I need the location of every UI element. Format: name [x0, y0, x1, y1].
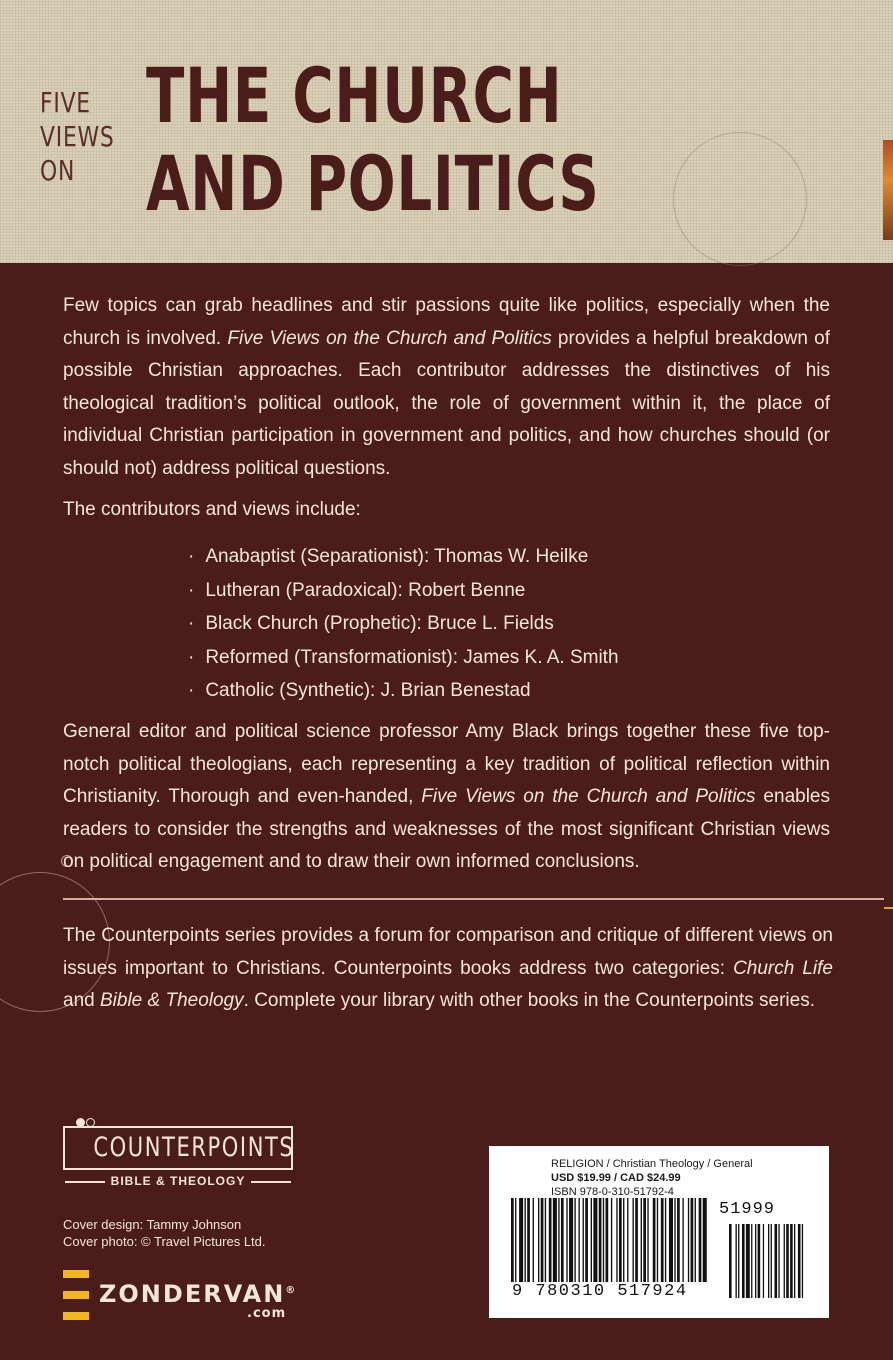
addon-bar	[729, 1224, 732, 1298]
addon-bar	[751, 1224, 752, 1298]
barcode-bar	[703, 1198, 707, 1288]
barcode-bar	[611, 1198, 612, 1288]
description-paragraph	[63, 290, 830, 486]
cover-credits	[63, 1216, 266, 1250]
barcode-bar	[691, 1198, 694, 1288]
addon-bar	[742, 1224, 745, 1298]
barcode-bar	[585, 1198, 588, 1288]
barcode-bar	[579, 1198, 580, 1288]
contributors-intro: The contributors and views include:	[63, 499, 361, 520]
barcode-bar	[627, 1198, 628, 1288]
barcode-bar	[647, 1198, 648, 1288]
addon-bar	[763, 1224, 764, 1298]
addon-bar	[778, 1224, 779, 1298]
barcode-bar	[695, 1198, 696, 1288]
publisher-suffix: .com	[247, 1306, 287, 1321]
text-run: provides a helpful breakdown of possible Christian approaches. Each contributor addresses the distinctives of his theological tradition’s political outlook, the role of government within it, the place of individual Christian participation in government and politics, and how churches should (or should not) address political questions.	[63, 327, 831, 479]
title-line: AND POLITICS	[146, 139, 600, 228]
publisher-name	[99, 1280, 297, 1308]
barcode-bar	[566, 1198, 567, 1288]
series-paragraph	[63, 920, 833, 1018]
barcode-bar	[541, 1198, 544, 1288]
barcode-bar	[619, 1198, 622, 1288]
text-run: . Complete your library with other books in the Counterpoints series.	[243, 990, 815, 1012]
category-italic: Bible & Theology	[99, 990, 244, 1012]
barcode-bar	[657, 1198, 658, 1288]
registered-mark: ®	[285, 1285, 298, 1296]
addon-bar	[784, 1224, 785, 1298]
addon-bar	[755, 1224, 756, 1298]
barcode-bar	[593, 1198, 597, 1288]
cover-photo-edge	[883, 140, 893, 240]
decorative-circle	[673, 132, 807, 266]
addon-bar	[794, 1224, 795, 1298]
book-title-italic: Five Views on the Church and Politics	[227, 327, 552, 349]
series-name: COUNTERPOINTS	[93, 1132, 295, 1163]
logo-box	[63, 1126, 293, 1170]
description-paragraph	[63, 716, 830, 879]
addon-bar	[786, 1224, 789, 1298]
barcode-bar	[606, 1198, 609, 1288]
price-code: 51999	[719, 1200, 776, 1219]
barcode-digits: 9 780310 517924	[511, 1282, 721, 1301]
zondervan-logo	[63, 1270, 323, 1322]
barcode-bar	[653, 1198, 656, 1288]
isbn-line: ISBN 978-0-310-51792-4	[551, 1186, 674, 1198]
contributors-list	[188, 540, 619, 708]
publisher-word: ZONDERVAN	[99, 1280, 286, 1308]
addon-bar	[758, 1224, 761, 1298]
barcode-bar	[533, 1198, 534, 1288]
barcode-bar	[525, 1198, 526, 1288]
list-item: · Anabaptist (Separationist): Thomas W. Heilke	[188, 540, 619, 574]
zondervan-mark-icon	[63, 1270, 89, 1320]
design-credit: Cover design: Tammy Johnson	[63, 1217, 242, 1232]
barcode-bar	[688, 1198, 689, 1288]
pre-title-line: FIVE	[40, 86, 91, 119]
addon-bar	[736, 1224, 737, 1298]
title-line: THE CHURCH	[146, 51, 563, 140]
barcode-bar	[569, 1198, 573, 1288]
barcode-bar	[519, 1198, 523, 1288]
pre-title-line: ON	[40, 154, 76, 187]
barcode-bar	[616, 1198, 617, 1288]
list-item: · Black Church (Prophetic): Bruce L. Fields	[188, 607, 619, 641]
barcode-bar	[553, 1198, 557, 1288]
barcode-bar	[603, 1198, 604, 1288]
addon-bar	[768, 1224, 769, 1298]
text-run: enables readers to consider the strengths and weaknesses of the most significant Christian views on political engagement and to draw their own informed conclusions.	[63, 786, 830, 873]
addon-bar	[738, 1224, 739, 1298]
barcode-bar	[558, 1198, 559, 1288]
barcode-bar	[635, 1198, 638, 1288]
barcode-bar	[674, 1198, 675, 1288]
book-title	[146, 52, 600, 228]
barcode-bar	[549, 1198, 552, 1288]
divider-tick	[884, 907, 893, 909]
barcode-bar	[511, 1198, 514, 1288]
barcode-panel	[489, 1146, 829, 1318]
barcode-bar	[574, 1198, 575, 1288]
barcode-bar	[643, 1198, 646, 1288]
series-subtitle: BIBLE & THEOLOGY	[63, 1174, 293, 1188]
divider	[63, 898, 884, 900]
barcode-bar	[623, 1198, 624, 1288]
barcode-bar	[669, 1198, 673, 1288]
barcode-bar	[633, 1198, 634, 1288]
pre-title-line: VIEWS	[40, 120, 115, 153]
list-item: · Reformed (Transformationist): James K. A. Smith	[188, 641, 619, 675]
barcode-bar	[527, 1198, 530, 1288]
barcode-bar	[561, 1198, 564, 1288]
barcode-info	[551, 1157, 753, 1199]
photo-credit: Cover photo: © Travel Pictures Ltd.	[63, 1234, 266, 1249]
barcode-bar	[599, 1198, 602, 1288]
barcode-bar	[545, 1198, 546, 1288]
list-item: · Lutheran (Paradoxical): Robert Benne	[188, 574, 619, 608]
text-run: The Counterpoints series provides a forum for comparison and critique of different views on issues important to Christians. Counterpoints books address two categories:	[63, 925, 833, 979]
barcode-bar	[661, 1198, 664, 1288]
barcode-bar	[682, 1198, 683, 1288]
counterpoints-logo	[63, 1126, 293, 1192]
text-run: and	[63, 990, 100, 1012]
barcode-bar	[665, 1198, 666, 1288]
price-line: USD $19.99 / CAD $24.99	[551, 1172, 681, 1184]
book-title-italic: Five Views on the Church and Politics	[421, 786, 756, 808]
barcode-bar	[699, 1198, 702, 1288]
addon-bar	[775, 1224, 778, 1298]
barcode-bar	[583, 1198, 584, 1288]
pre-title	[40, 86, 115, 188]
bisac-category: RELIGION / Christian Theology / General	[551, 1158, 753, 1170]
text-run: General editor and political science professor Amy Black brings together these five top-notch political theologians, each representing a key tradition of political reflection within Christianity. Thorough and even-handed,	[63, 721, 830, 808]
barcode-bar	[515, 1198, 516, 1288]
text-run: Few topics can grab headlines and stir passions quite like politics, especially when the church is involved.	[63, 295, 830, 349]
addon-bar	[802, 1224, 803, 1298]
category-italic: Church Life	[733, 957, 833, 979]
addon-bar	[798, 1224, 801, 1298]
addon-bar	[790, 1224, 793, 1298]
list-item: · Catholic (Synthetic): J. Brian Benestad	[188, 674, 619, 708]
barcode-bar	[591, 1198, 592, 1288]
addon-bar	[746, 1224, 750, 1298]
barcode-bar	[538, 1198, 539, 1288]
addon-bar	[771, 1224, 772, 1298]
barcode-bar	[677, 1198, 680, 1288]
barcode-bar	[641, 1198, 642, 1288]
